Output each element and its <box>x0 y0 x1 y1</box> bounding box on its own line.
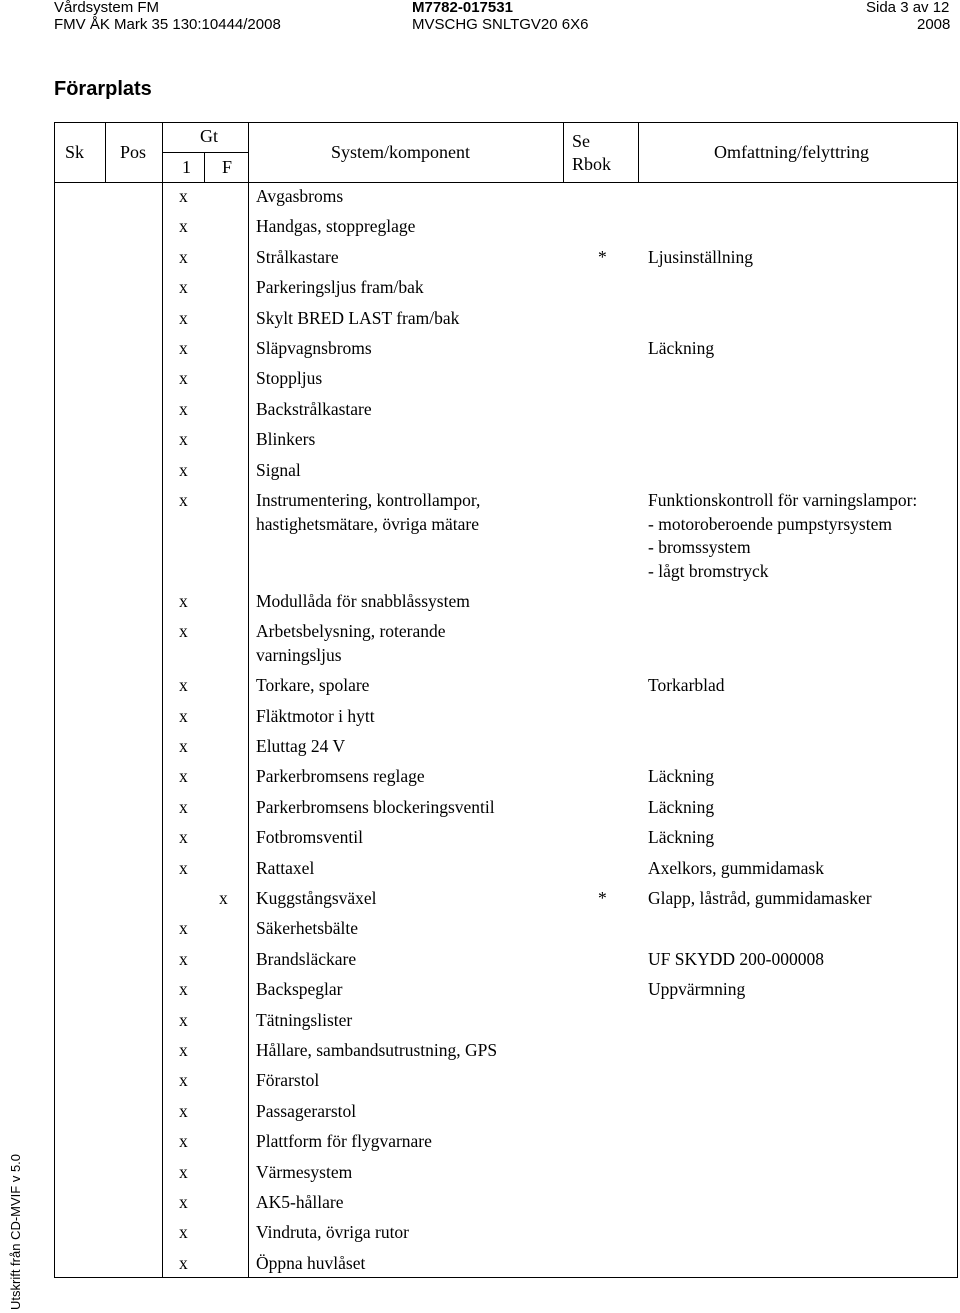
header-pos: Pos <box>120 142 147 162</box>
gt-1-mark: x <box>179 675 188 696</box>
gt-1-mark: x <box>179 1009 188 1030</box>
column-divider <box>248 123 249 1277</box>
gt-1-mark: x <box>179 459 188 480</box>
print-source-note: Utskrift från CD-MVIF v 5.0 <box>8 1153 23 1310</box>
system-component-text: Handgas, stoppreglage <box>256 216 416 237</box>
system-component-text: Strålkastare <box>256 246 339 267</box>
system-component-text: Instrumentering, kontrollampor, <box>256 490 481 510</box>
gt-1-mark: x <box>179 827 188 848</box>
system-component-text: Säkerhetsbälte <box>256 918 359 939</box>
gt-1-mark: x <box>179 1040 188 1060</box>
system-component-text: Fläktmotor i hytt <box>256 705 375 726</box>
gt-1-mark: x <box>179 736 188 756</box>
system-component-text: Förarstol <box>256 1070 320 1091</box>
gt-1-mark: x <box>179 246 188 267</box>
gt-1-mark: x <box>179 1192 188 1212</box>
header-reference: FMV ÅK Mark 35 130:10444/2008 <box>54 16 281 33</box>
header-scope: Omfattning/felyttring <box>714 142 869 162</box>
gt-1-mark: x <box>179 368 188 389</box>
scope-text: Läckning <box>648 827 715 848</box>
system-component-text: hastighetsmätare, övriga mätare <box>256 513 480 534</box>
column-divider <box>204 153 205 183</box>
system-component-text: Skylt BRED LAST fram/bak <box>256 307 460 328</box>
gt-1-mark: x <box>179 398 188 419</box>
header-gt-1: 1 <box>182 157 191 177</box>
gt-1-mark: x <box>179 918 188 939</box>
system-component-text: Eluttag 24 V <box>256 736 346 756</box>
gt-1-mark: x <box>179 186 188 206</box>
system-component-text: Tätningslister <box>256 1009 353 1030</box>
system-component-text: Brandsläckare <box>256 948 357 969</box>
gt-1-mark: x <box>179 307 188 328</box>
scope-text: Läckning <box>648 796 715 817</box>
component-table <box>54 122 958 1278</box>
scope-text: Läckning <box>648 338 715 358</box>
system-component-text: Rattaxel <box>256 857 315 878</box>
system-component-text: Hållare, sambandsutrustning, GPS <box>256 1040 498 1060</box>
se-rbok-mark: * <box>598 888 607 908</box>
system-component-text: Kuggstångsväxel <box>256 888 377 908</box>
gt-f-mark: x <box>219 888 228 908</box>
column-divider <box>638 123 639 183</box>
system-component-text: Avgasbroms <box>256 186 344 206</box>
section-title: Förarplats <box>54 78 152 100</box>
se-rbok-mark: * <box>598 246 607 267</box>
gt-1-mark: x <box>179 1161 188 1182</box>
gt-1-mark: x <box>179 590 188 611</box>
scope-text: Ljusinställning <box>648 246 753 267</box>
system-component-text: Blinkers <box>256 429 316 450</box>
header-system-component: System/komponent <box>331 142 470 162</box>
system-component-text: Modullåda för snabblåssystem <box>256 590 470 611</box>
header-doc-id: M7782-017531 <box>412 0 513 16</box>
header-gt-f: F <box>222 157 233 177</box>
gt-1-mark: x <box>179 1131 188 1152</box>
scope-text: - motoroberoende pumpstyrsystem <box>648 513 892 534</box>
system-component-text: Öppna huvlåset <box>256 1252 366 1273</box>
system-component-text: Plattform för flygvarnare <box>256 1131 432 1152</box>
gt-1-mark: x <box>179 948 188 969</box>
header-year: 2008 <box>917 16 951 33</box>
gt-1-mark: x <box>179 857 188 878</box>
column-divider <box>105 123 106 183</box>
header-bottom-border <box>55 182 957 183</box>
header-vehicle: MVSCHG SNLTGV20 6X6 <box>412 16 589 33</box>
system-component-text: Arbetsbelysning, roterande <box>256 621 446 642</box>
gt-1-mark: x <box>179 796 188 817</box>
gt-1-mark: x <box>179 1252 188 1273</box>
gt-1-mark: x <box>179 1222 188 1243</box>
gt-1-mark: x <box>179 621 188 642</box>
scope-text: UF SKYDD 200-000008 <box>648 948 824 969</box>
gt-1-mark: x <box>179 429 188 450</box>
system-component-text: varningsljus <box>256 644 342 665</box>
scope-text: Axelkors, gummidamask <box>648 857 824 878</box>
scope-text: Läckning <box>648 766 715 787</box>
header-system: Vårdsystem FM <box>54 0 160 16</box>
system-component-text: Torkare, spolare <box>256 675 370 696</box>
header-subdivider <box>162 152 248 153</box>
header-sk: Sk <box>65 142 85 162</box>
gt-1-mark: x <box>179 216 188 237</box>
system-component-text: AK5-hållare <box>256 1192 344 1212</box>
gt-1-mark: x <box>179 705 188 726</box>
header-se: Se <box>572 131 590 151</box>
scope-text: - bromssystem <box>648 537 751 557</box>
system-component-text: Passagerarstol <box>256 1100 357 1121</box>
column-divider <box>563 123 564 183</box>
header-rbok: Rbok <box>572 154 612 174</box>
column-divider <box>162 123 163 1277</box>
header-gt: Gt <box>200 126 218 146</box>
scope-text: Torkarblad <box>648 675 725 696</box>
system-component-text: Vindruta, övriga rutor <box>256 1222 410 1243</box>
gt-1-mark: x <box>179 1100 188 1121</box>
scope-text: - lågt bromstryck <box>648 560 769 581</box>
system-component-text: Släpvagnsbroms <box>256 338 372 358</box>
scope-text: Uppvärmning <box>648 979 746 1000</box>
system-component-text: Fotbromsventil <box>256 827 363 848</box>
system-component-text: Parkerbromsens blockeringsventil <box>256 796 495 817</box>
gt-1-mark: x <box>179 1070 188 1091</box>
gt-1-mark: x <box>179 490 188 510</box>
scope-text: Funktionskontroll för varningslampor: <box>648 490 918 510</box>
system-component-text: Backspeglar <box>256 979 343 1000</box>
system-component-text: Värmesystem <box>256 1161 353 1182</box>
system-component-text: Signal <box>256 459 301 480</box>
system-component-text: Parkeringsljus fram/bak <box>256 277 424 298</box>
system-component-text: Parkerbromsens reglage <box>256 766 425 787</box>
scope-text: Glapp, låstråd, gummidamasker <box>648 888 872 908</box>
system-component-text: Backstrålkastare <box>256 398 372 419</box>
gt-1-mark: x <box>179 338 188 358</box>
gt-1-mark: x <box>179 277 188 298</box>
system-component-text: Stoppljus <box>256 368 323 389</box>
gt-1-mark: x <box>179 766 188 787</box>
header-page-number: Sida 3 av 12 <box>866 0 950 16</box>
gt-1-mark: x <box>179 979 188 1000</box>
